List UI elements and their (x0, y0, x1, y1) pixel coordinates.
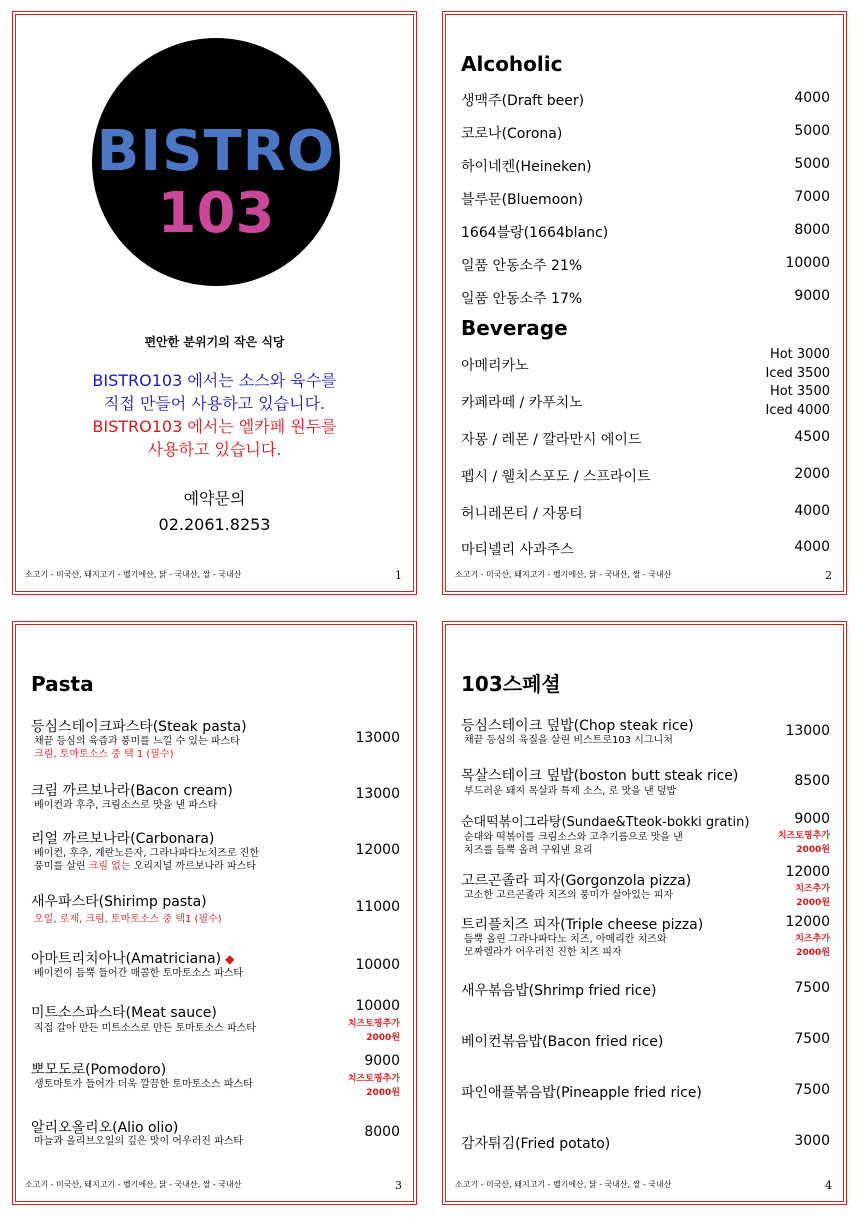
item-price: 3000 (794, 1133, 830, 1149)
hot-price: Hot 3500 (769, 384, 830, 399)
item-price: 13000 (785, 723, 830, 739)
page-number: 2 (825, 569, 832, 582)
item-description: 베이컨이 듬뿍 들어간 매콤한 토마토소스 파스타 (34, 968, 244, 979)
addon-price: 2000원 (366, 1033, 400, 1043)
item-price: 7500 (794, 980, 830, 996)
item-name: 마티넬리 사과주스 (461, 542, 574, 558)
menu-item (461, 914, 830, 970)
section-title-beverage: Beverage (461, 316, 568, 340)
section-title-pasta: Pasta (31, 672, 94, 696)
menu-item (461, 255, 830, 275)
page-number: 3 (395, 1179, 402, 1192)
item-description: 베이컨, 후추, 계란노른자, 그라나파다노치즈로 진한 (34, 848, 260, 859)
menu-item (461, 90, 830, 110)
intro-line: 사용하고 있습니다. (147, 440, 282, 459)
origin-note: 소고기 - 미국산, 돼지고기 - 벨기에산, 닭 - 국내산, 쌀 - 국내산 (455, 570, 672, 579)
menu-item (461, 382, 830, 422)
item-name: 하이네켄(Heineken) (461, 159, 592, 175)
menu-item (461, 466, 830, 486)
menu-item (31, 891, 400, 931)
item-name: 카페라떼 / 카푸치노 (461, 395, 583, 411)
item-description: 채끝 등심의 육즙과 풍미를 느낄 수 있는 파스타 (34, 736, 240, 747)
item-price: 12000 (785, 914, 830, 930)
hot-price: Hot 3000 (769, 347, 830, 362)
item-addon-note (778, 829, 830, 857)
bistro-logo (92, 38, 340, 286)
item-price: 12000 (785, 864, 830, 880)
item-name: 일품 안동소주 21% (461, 258, 583, 274)
reservation-label: 예약문의 (183, 489, 246, 508)
menu-item (461, 288, 830, 308)
item-name: 허니레몬티 / 자몽티 (461, 506, 583, 522)
addon-label: 치즈토핑추가 (777, 831, 830, 841)
page-number: 1 (395, 569, 402, 582)
item-name: 코로나(Corona) (461, 126, 563, 142)
item-price: 8000 (364, 1124, 400, 1140)
reservation-phone[interactable]: 02.2061.8253 (158, 515, 271, 534)
iced-price: Iced 4000 (765, 403, 830, 418)
page-2 (442, 11, 847, 595)
desc-highlight: 크림 없는 (88, 861, 131, 872)
menu-item (31, 1053, 400, 1113)
item-description: 베이컨과 후추, 크림소스로 맛을 낸 파스타 (34, 800, 218, 811)
item-description: 모짜렐라가 어우러진 진한 치즈 피자 (464, 947, 622, 958)
item-name: 블루문(Bluemoon) (461, 192, 584, 208)
item-name: 아메리카노 (461, 358, 529, 374)
menu-item (461, 189, 830, 209)
intro-line: BISTRO103 에서는 소스와 육수를 (92, 371, 337, 390)
origin-note: 소고기 - 미국산, 돼지고기 - 벨기에산, 닭 - 국내산, 쌀 - 국내산 (455, 1180, 672, 1189)
item-price: 7000 (794, 189, 830, 205)
intro-line: BISTRO103 에서는 엘카페 원두를 (92, 417, 337, 436)
item-price: 8000 (794, 222, 830, 238)
addon-label: 치즈토핑추가 (347, 1074, 400, 1084)
item-price: 7500 (794, 1082, 830, 1098)
menu-item (461, 123, 830, 143)
item-description: 부드러운 돼지 목살과 특제 소스, 로 맛을 낸 덮밥 (464, 786, 677, 797)
menu-item (461, 715, 830, 755)
item-name: 등심스테이크 덮밥(Chop steak rice) (461, 718, 694, 734)
item-name-text: 아마트리치아나(Amatriciana) (31, 951, 222, 967)
origin-note: 소고기 - 미국산, 돼지고기 - 벨기에산, 닭 - 국내산, 쌀 - 국내산 (25, 570, 242, 579)
item-description: 생토마토가 들어가 더욱 깔끔한 토마토소스 파스타 (34, 1079, 253, 1090)
item-name: 베이컨볶음밥(Bacon fried rice) (461, 1034, 664, 1050)
section-title-alcoholic: Alcoholic (461, 52, 563, 76)
menu-item (31, 998, 400, 1058)
item-price: 10000 (355, 998, 400, 1014)
item-price: 10000 (785, 255, 830, 271)
menu-item (31, 780, 400, 820)
page-number: 4 (825, 1179, 832, 1192)
page-footer (455, 569, 834, 582)
desc-part: 오리지널 까르보나라 파스타 (130, 861, 256, 872)
menu-item (461, 1031, 830, 1051)
menu-item (461, 539, 830, 559)
item-description: 듬뿍 올린 그라나파다노 치즈, 아메리칸 치즈와 (464, 934, 667, 945)
page-1 (12, 11, 417, 595)
addon-label: 치즈추가 (795, 884, 830, 894)
addon-price: 2000원 (366, 1088, 400, 1098)
item-price: 5000 (794, 156, 830, 172)
section-title-special: 103스페셜 (461, 672, 561, 696)
item-price: 4000 (794, 90, 830, 106)
addon-price: 2000원 (796, 845, 830, 855)
menu-item (461, 1082, 830, 1102)
menu-item (461, 1133, 830, 1153)
item-name: 자몽 / 레몬 / 깔라만시 에이드 (461, 432, 642, 448)
intro-line: 직접 만들어 사용하고 있습니다. (103, 394, 326, 413)
item-price-options (766, 345, 830, 383)
item-name: 펩시 / 웰치스포도 / 스프라이트 (461, 469, 651, 485)
reservation-info (13, 486, 416, 538)
item-price-options (766, 382, 830, 420)
item-price: 13000 (355, 786, 400, 802)
item-name: 1664블랑(1664blanc) (461, 225, 609, 241)
item-price: 10000 (355, 957, 400, 973)
item-description: 치즈를 듬뿍 올려 구워낸 요리 (464, 845, 593, 856)
item-option-note: 오일, 로제, 크림, 토마토소스 중 택1 (필수) (34, 914, 222, 925)
menu-item (31, 828, 400, 878)
menu-item (461, 980, 830, 1000)
addon-label: 치즈토핑추가 (347, 1019, 400, 1029)
item-name: 감자튀김(Fried potato) (461, 1136, 611, 1152)
item-name: 새우볶음밥(Shrimp fried rice) (461, 983, 657, 999)
item-price: 8500 (794, 773, 830, 789)
item-price: 4000 (794, 503, 830, 519)
menu-item (461, 345, 830, 385)
item-name (31, 948, 234, 968)
item-name: 등심스테이크파스타(Steak pasta) (31, 719, 247, 735)
item-name: 목살스테이크 덮밥(boston butt steak rice) (461, 768, 739, 784)
item-price: 9000 (794, 811, 830, 827)
item-addon-note (795, 882, 830, 910)
item-name: 미트소스파스타(Meat sauce) (31, 1005, 217, 1021)
tagline: 편안한 분위기의 작은 식당 (144, 335, 285, 349)
item-addon-note (348, 1072, 400, 1100)
menu-item (461, 811, 830, 861)
page-footer (455, 1179, 834, 1192)
item-price: 7500 (794, 1031, 830, 1047)
item-description: 채끝 등심의 육질을 살린 비스트로103 시그니처 (464, 735, 673, 746)
menu-item (31, 1117, 400, 1157)
item-description (34, 860, 256, 873)
item-description: 순대와 떡볶이를 크림소스와 고추기름으로 맛을 낸 (464, 832, 683, 843)
item-price: 4500 (794, 429, 830, 445)
page-footer (25, 569, 404, 582)
item-price: 9000 (364, 1053, 400, 1069)
item-name: 뽀모도로(Pomodoro) (31, 1062, 167, 1078)
item-description: 마늘과 올리브오일의 깊은 맛이 어우러진 파스타 (34, 1136, 244, 1147)
menu-item (31, 716, 400, 766)
item-price: 11000 (355, 899, 400, 915)
menu-item (461, 429, 830, 449)
page-footer (25, 1179, 404, 1192)
chili-pepper-icon: ◆ (225, 952, 235, 966)
item-price: 13000 (355, 730, 400, 746)
addon-price: 2000원 (796, 948, 830, 958)
item-price: 5000 (794, 123, 830, 139)
item-name: 새우파스타(Shirimp pasta) (31, 894, 207, 910)
item-name: 순대떡볶이그라탕(Sundae&Tteok-bokki gratin) (461, 815, 750, 830)
item-description: 직접 갈아 만든 미트소스로 만든 토마토소스 파스타 (34, 1023, 256, 1034)
item-name: 크림 까르보나라(Bacon cream) (31, 783, 233, 799)
origin-note: 소고기 - 미국산, 돼지고기 - 벨기에산, 닭 - 국내산, 쌀 - 국내산 (25, 1180, 242, 1189)
item-price: 9000 (794, 288, 830, 304)
item-option-note: 크림, 토마토소스 중 택 1 (필수) (34, 749, 174, 760)
item-price: 4000 (794, 539, 830, 555)
desc-part: 풍미를 살린 (34, 861, 89, 872)
logo-word: BISTRO (96, 119, 336, 184)
page-3 (12, 621, 417, 1205)
item-name: 알리오올리오(Alio olio) (31, 1120, 179, 1136)
item-name: 일품 안동소주 17% (461, 291, 583, 307)
menu-item (461, 864, 830, 914)
intro-text (13, 369, 416, 461)
item-price: 12000 (355, 842, 400, 858)
item-price: 2000 (794, 466, 830, 482)
item-name: 파인애플볶음밥(Pineapple fried rice) (461, 1085, 702, 1101)
menu-item (461, 156, 830, 176)
menu-item (461, 765, 830, 805)
addon-price: 2000원 (796, 898, 830, 908)
menu-item (461, 503, 830, 523)
menu-item (31, 948, 400, 988)
item-name: 고르곤졸라 피자(Gorgonzola pizza) (461, 873, 692, 889)
item-addon-note (348, 1017, 400, 1045)
addon-label: 치즈추가 (795, 934, 830, 944)
item-name: 트리플치즈 피자(Triple cheese pizza) (461, 917, 704, 933)
menu-item (461, 222, 830, 242)
page-4 (442, 621, 847, 1205)
iced-price: Iced 3500 (765, 366, 830, 381)
item-name: 리얼 까르보나라(Carbonara) (31, 831, 215, 847)
logo-number: 103 (157, 181, 275, 246)
item-description: 고소한 고르곤졸라 치즈의 풍미가 살아있는 피자 (464, 890, 674, 901)
item-name: 생맥주(Draft beer) (461, 93, 585, 109)
item-addon-note (795, 932, 830, 960)
